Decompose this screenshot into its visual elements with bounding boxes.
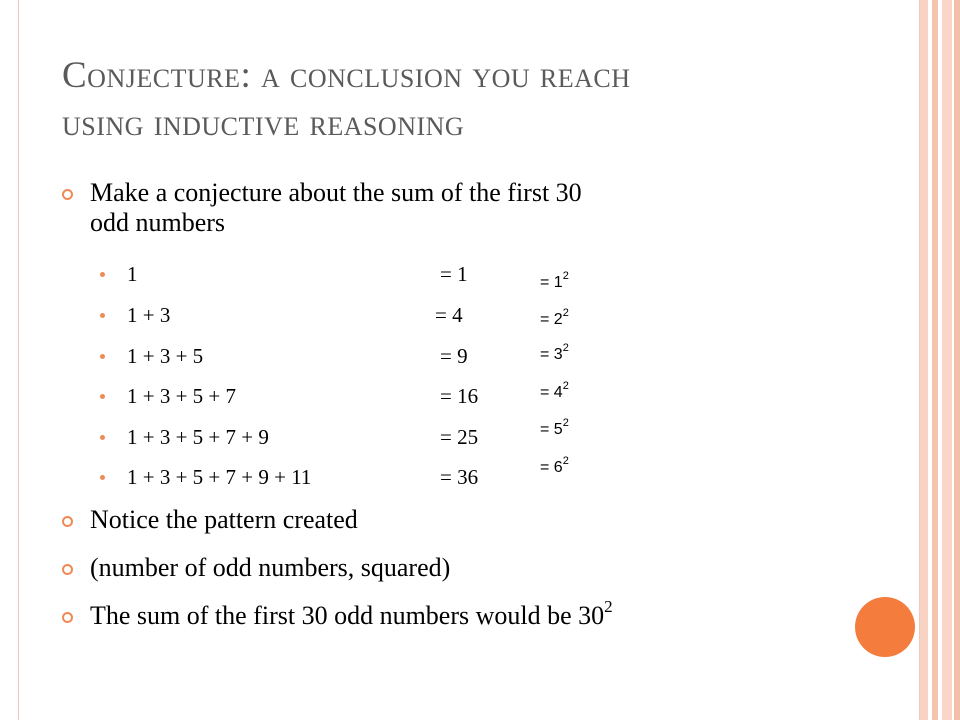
bullet-text (90, 597, 613, 634)
sum-expression: 1 + 3 + 5 + 7 (127, 384, 237, 408)
sum-result: = 4 (435, 303, 463, 327)
decorative-circle (855, 597, 915, 657)
square-exponent: 2 (562, 270, 569, 282)
bullet-marker (62, 612, 73, 623)
sum-result: = 36 (440, 465, 479, 489)
square-base: = 5 (540, 421, 563, 438)
square-base: = 3 (540, 346, 563, 363)
stripe (942, 0, 952, 720)
sum-expression: 1 + 3 (127, 303, 171, 327)
square-base: = 2 (540, 311, 563, 328)
sub-bullet-dot (100, 354, 105, 359)
stripe (932, 0, 938, 720)
sum-result: = 9 (440, 344, 468, 368)
sum-expression: 1 (127, 262, 138, 286)
square-base: = 6 (540, 459, 563, 476)
sub-bullet-dot (100, 394, 105, 399)
sum-result: = 16 (440, 384, 479, 408)
square-equivalent (540, 342, 569, 365)
sum-expression: 1 + 3 + 5 (127, 344, 204, 368)
square-exponent: 2 (562, 307, 569, 319)
conclusion-text: The sum of the first 30 odd numbers would be 30 (90, 601, 605, 630)
sum-expression: 1 + 3 + 5 + 7 + 9 (127, 425, 269, 449)
bullet-text-line-1: Make a conjecture about the sum of the first 30 (90, 178, 582, 207)
bullet-marker (62, 564, 73, 575)
square-base: = 1 (540, 274, 563, 291)
bullet-marker (62, 516, 73, 527)
title-line-1: Conjecture: a conclusion you reach (62, 55, 631, 96)
title-line-2: using inductive reasoning (62, 103, 465, 144)
bullet-text-line-2: odd numbers (90, 208, 226, 237)
sub-bullet-dot (100, 475, 105, 480)
square-exponent: 2 (562, 342, 569, 354)
sub-bullet-dot (100, 313, 105, 318)
square-equivalent (540, 307, 569, 330)
slide-title (62, 52, 862, 148)
bullet-text: Notice the pattern created (90, 505, 358, 534)
bullet-marker (62, 189, 73, 200)
square-base: = 4 (540, 384, 563, 401)
square-exponent: 2 (562, 380, 569, 392)
square-equivalent (540, 417, 569, 440)
sum-result: = 1 (440, 262, 468, 286)
square-equivalent (540, 270, 569, 293)
square-equivalent (540, 455, 569, 478)
conclusion-exponent: 2 (604, 597, 613, 616)
stripe (920, 0, 928, 720)
sum-result: = 25 (440, 425, 479, 449)
square-equivalent (540, 380, 569, 403)
bullet-text (90, 178, 582, 238)
sub-bullet-dot (100, 435, 105, 440)
square-exponent: 2 (562, 455, 569, 467)
stripe (954, 0, 960, 720)
square-exponent: 2 (562, 417, 569, 429)
sub-bullet-dot (100, 272, 105, 277)
sum-expression: 1 + 3 + 5 + 7 + 9 + 11 (127, 465, 312, 489)
decorative-stripes (920, 0, 960, 720)
bullet-text: (number of odd numbers, squared) (90, 553, 451, 582)
